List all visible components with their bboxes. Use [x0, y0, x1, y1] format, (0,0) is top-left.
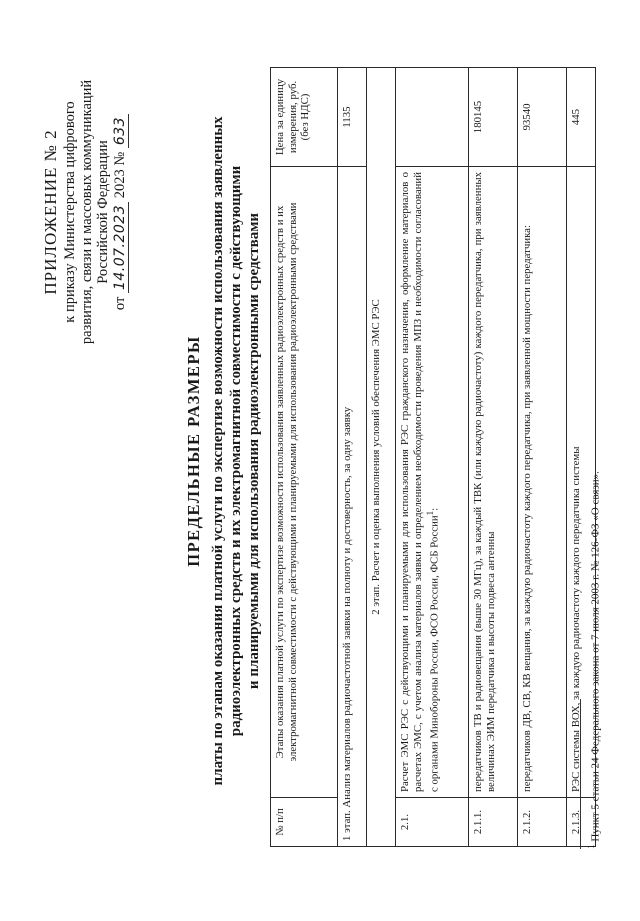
prices-table [270, 67, 596, 847]
table-row [518, 68, 567, 847]
table-header-row [271, 68, 338, 847]
row-text: РЭС системы ВОХ, за каждую радиочастоту каждого передатчика системы [567, 167, 596, 798]
row-price: 93540 [518, 68, 567, 167]
table-row [396, 68, 469, 847]
row-price [396, 68, 469, 167]
row-num: 2.1. [396, 798, 469, 847]
footnote-separator [580, 699, 581, 849]
row-price: 180145 [469, 68, 518, 167]
handwritten-number: 633 [112, 114, 129, 148]
row-price: 445 [567, 68, 596, 167]
appendix-title: ПРИЛОЖЕНИЕ № 2 [41, 129, 60, 295]
table-row [367, 68, 396, 847]
row-text: передатчиков ДВ, СВ, КВ вещания, за каждую радиочастоту каждого передатчика, при заявленной мощности передатчика: [518, 167, 567, 798]
appendix-block [40, 62, 128, 362]
header-num: № п/п [271, 798, 338, 847]
footnote-mark: 1 [586, 844, 596, 849]
footnote [586, 249, 602, 849]
appendix-date-line [112, 62, 129, 362]
table-row [469, 68, 518, 847]
heading-title: ПРЕДЕЛЬНЫЕ РАЗМЕРЫ [184, 335, 203, 567]
stage-1-price: 1135 [338, 68, 367, 167]
row-num: 2.1.2. [518, 798, 567, 847]
appendix-line: развития, связи и массовых коммуникаций [78, 79, 95, 345]
header-stage: Этапы оказания платной услуги по экспертизе возможности использования заявленных радиоэлектронных средств и их электромагнитной совместимости с действующими и планируемыми для использования радиоэлектронными средствами [271, 167, 338, 798]
heading-line: платы по этапам оказания платной услуги по экспертизе возможности использования заявленных [210, 116, 226, 786]
row-text: Расчет ЭМС РЭС с действующими и планируемыми для использования РЭС гражданского назначения, оформление материалов о расчетах ЭМС, с учетом анализа материалов заявки и определением необходимости проведения МПЗ и необходимости согласований с органами Минобороны России, ФСО России, ФСБ России$^1$: [396, 167, 469, 798]
footnote-text: Пункт 5 статьи 24 Федерального закона от 7 июля 2003 г. № 126-ФЗ «О связи». [589, 471, 602, 842]
row-num: 2.1.1. [469, 798, 518, 847]
heading-line: радиоэлектронных средств и их электромагнитной совместимости с действующими [228, 165, 244, 737]
heading-line: и планируемыми для использования радиоэлектронными средствами [246, 212, 262, 690]
appendix-line: Российской Федерации [95, 140, 111, 284]
appendix-line: к приказу Министерства цифрового [62, 101, 78, 323]
header-price: Цена за единицу измерения, руб. (без НДС) [271, 68, 338, 167]
handwritten-date: 14.07.2023 [112, 202, 129, 293]
table-row [338, 68, 367, 847]
date-year: 2023 [111, 169, 128, 199]
date-prefix: от [111, 296, 128, 311]
stage-2-text: 2 этап. Расчет и оценка выполнения условий обеспечения ЭМС РЭС [367, 68, 396, 847]
number-label: № [111, 151, 128, 166]
stage-1-text: 1 этап. Анализ материалов радиочастотной заявки на полноту и достоверность, за одну заявку [338, 167, 367, 847]
footnote-ref: 1 [425, 510, 435, 516]
document-heading [185, 51, 263, 851]
row-num: 2.1.3. [567, 798, 596, 847]
row-text: передатчиков ТВ и радиовещания (выше 30 МГц), за каждый ТВК (или каждую радиочастоту) каждого передатчика, при заявленных величинах ЭИМ передатчика и высоты подвеса антенны [469, 167, 518, 798]
